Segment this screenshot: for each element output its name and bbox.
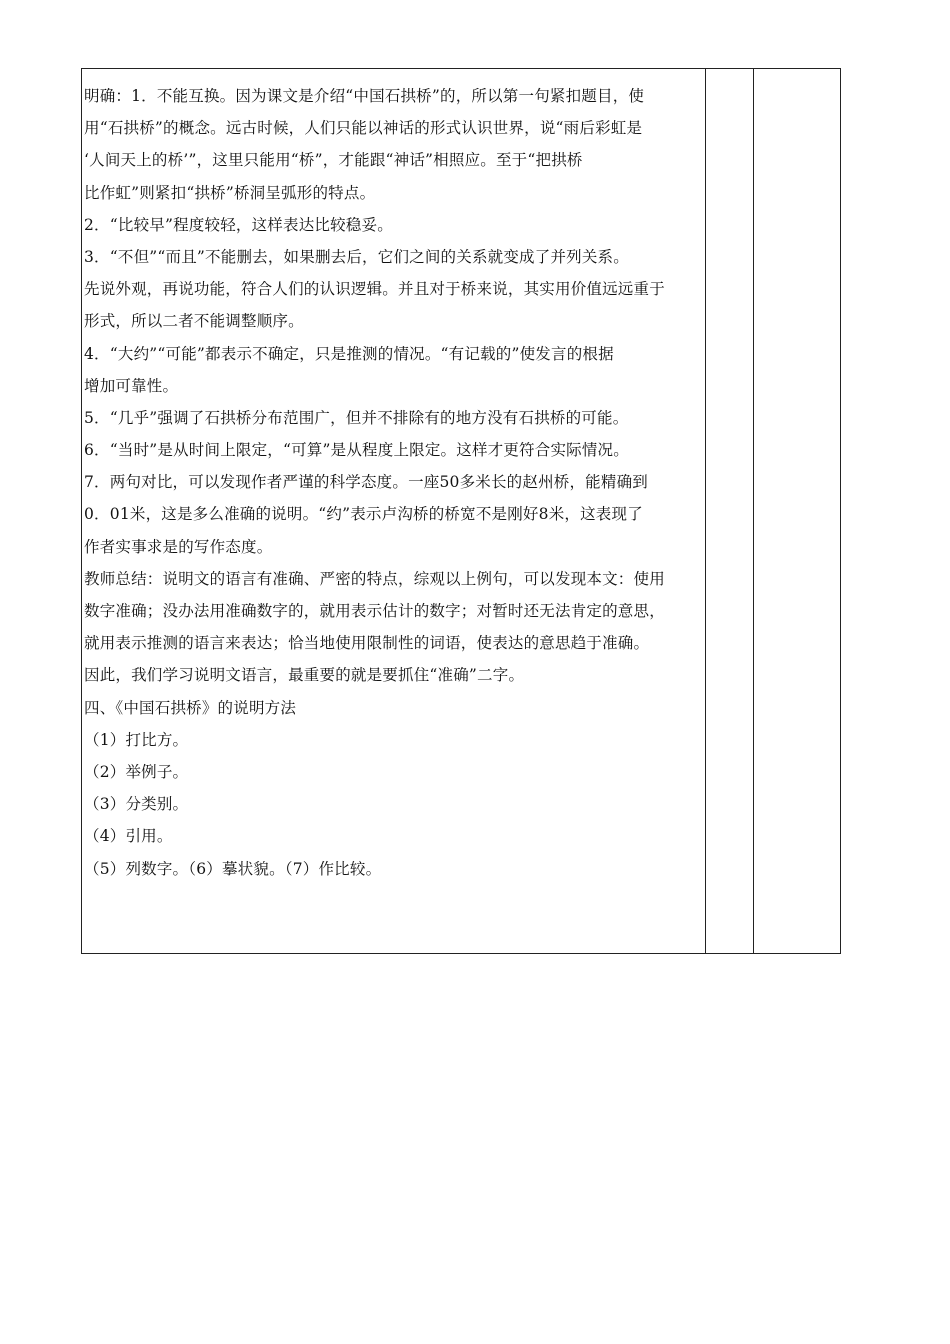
list-item: （4）引用。 [84,827,173,846]
side-column-cell-1 [706,69,754,953]
text-line: 5．“几乎”强调了石拱桥分布范围广，但并不排除有的地方没有石拱桥的可能。 [84,408,629,427]
list-item: （5）列数字。（6）摹状貌。（7）作比较。 [84,859,382,878]
text-line: 作者实事求是的写作态度。 [84,537,273,556]
text-line: 2．“比较早”程度较轻，这样表达比较稳妥。 [84,215,393,234]
text-line: ‘人间天上的桥’”，这里只能用“桥”，才能跟“神话”相照应。至于“把拱桥 [84,151,583,170]
text-line: 因此，我们学习说明文语言，最重要的就是要抓住“准确”二字。 [84,666,525,685]
main-content-cell [82,69,706,953]
text-line: 先说外观，再说功能，符合人们的认识逻辑。并且对于桥来说，其实用价值远远重于 [84,280,665,299]
list-item: （2）举例子。 [84,762,189,781]
list-item: （3）分类别。 [84,795,189,814]
list-item: （1）打比方。 [84,730,189,749]
text-line: 就用表示推测的语言来表达；恰当地使用限制性的词语，使表达的意思趋于准确。 [84,634,650,653]
side-column-cell-2 [754,69,840,953]
text-line: 形式，所以二者不能调整顺序。 [84,312,304,331]
text-line: 教师总结：说明文的语言有准确、严密的特点，综观以上例句，可以发现本文：使用 [84,569,665,588]
text-line: 明确：1．不能互换。因为课文是介绍“中国石拱桥”的，所以第一句紧扣题目，使 [84,87,645,105]
text-line: 数字准确；没办法用准确数字的，就用表示估计的数字；对暂时还无法肯定的意思， [84,602,665,620]
text-line: 增加可靠性。 [84,376,179,395]
text-line: 0．01米，这是多么准确的说明。“约”表示卢沟桥的桥宽不是刚好8米，这表现了 [84,505,643,524]
text-line: 用“石拱桥”的概念。远古时候，人们只能以神话的形式认识世界，说“雨后彩虹是 [84,119,643,138]
lesson-table [81,68,841,954]
section-heading: 四、《中国石拱桥》的说明方法 [84,698,297,717]
text-line: 7．两句对比，可以发现作者严谨的科学态度。一座50多米长的赵州桥，能精确到 [84,473,648,492]
text-line: 3．“不但”“而且”不能删去，如果删去后，它们之间的关系就变成了并列关系。 [84,247,629,266]
text-line: 6．“当时”是从时间上限定，“可算”是从程度上限定。这样才更符合实际情况。 [84,441,629,460]
text-line: 4．“大约”“可能”都表示不确定，只是推测的情况。“有记载的”使发言的根据 [84,344,614,363]
text-line: 比作虹”则紧扣“拱桥”桥洞呈弧形的特点。 [84,183,376,202]
